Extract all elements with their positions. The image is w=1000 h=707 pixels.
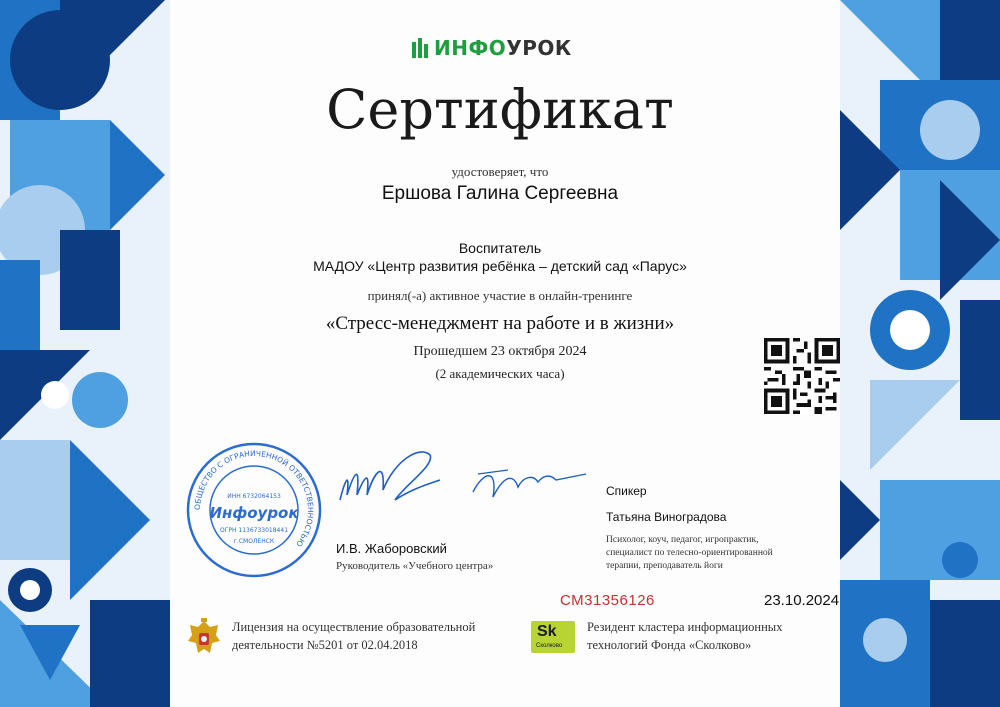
stamp-city: г.СМОЛЕНСК	[233, 538, 275, 545]
speaker-name: Татьяна Виноградова	[606, 510, 727, 524]
left-geometric-decoration	[0, 0, 170, 707]
right-geometric-decoration	[840, 0, 1000, 707]
certificate-title: Сертификат	[326, 78, 674, 141]
director-signature	[335, 440, 445, 520]
stamp-outer-text: ОБЩЕСТВО С ОГРАНИЧЕННОЙ ОТВЕТСТВЕННОСТЬЮ	[192, 448, 316, 549]
stamp-center-text: Инфоурок	[209, 504, 299, 522]
director-role: Руководитель «Учебного центра»	[336, 560, 494, 572]
logo-text-part1: ИНФО	[434, 36, 507, 60]
stamp-inn: ИНН 6732064153	[227, 493, 281, 500]
recipient-position: Воспитатель	[458, 240, 542, 256]
recipient-name: Ершова Галина Сергеевна	[381, 183, 619, 204]
course-date: Прошедшем 23 октября 2024	[413, 344, 587, 359]
course-title: «Стресс-менеджмент на работе и в жизни»	[325, 313, 675, 334]
certificate-number: СМ31356126	[560, 592, 655, 609]
speaker-description: Психолог, коуч, педагог, игропрактик, специалист по телесно-ориентированной терапии, преподаватель йоги	[606, 535, 773, 571]
logo-text-part2: УРОК	[506, 36, 572, 60]
qr-code	[764, 338, 840, 414]
skolkovo-resident-text: Резидент кластера информационных технологий Фонда «Сколково»	[587, 620, 783, 652]
issue-date: 23.10.2024	[764, 592, 840, 609]
certifies-text: удостоверяет, что	[451, 164, 549, 179]
coat-of-arms-icon	[186, 617, 222, 661]
organization-stamp	[184, 440, 324, 580]
stamp-ogrn: ОГРН 1136733018441	[219, 527, 289, 534]
participation-text: принял(-а) активное участие в онлайн-тренинге	[367, 288, 633, 303]
skolkovo-logo	[531, 621, 575, 653]
course-hours: (2 академических часа)	[435, 366, 565, 381]
skolkovo-logo-mark: Sk	[537, 623, 557, 640]
license-text: Лицензия на осуществление образовательной деятельности №5201 от 02.04.2018	[232, 620, 476, 652]
recipient-organization: МАДОУ «Центр развития ребёнка – детский сад «Парус»	[313, 258, 687, 274]
infourok-logo-icon	[412, 38, 430, 58]
skolkovo-logo-small: Сколково	[536, 643, 563, 649]
infourok-logo	[412, 30, 592, 66]
speaker-label: Спикер	[606, 484, 647, 498]
director-name: И.В. Жаборовский	[336, 541, 447, 556]
speaker-signature	[468, 452, 588, 512]
